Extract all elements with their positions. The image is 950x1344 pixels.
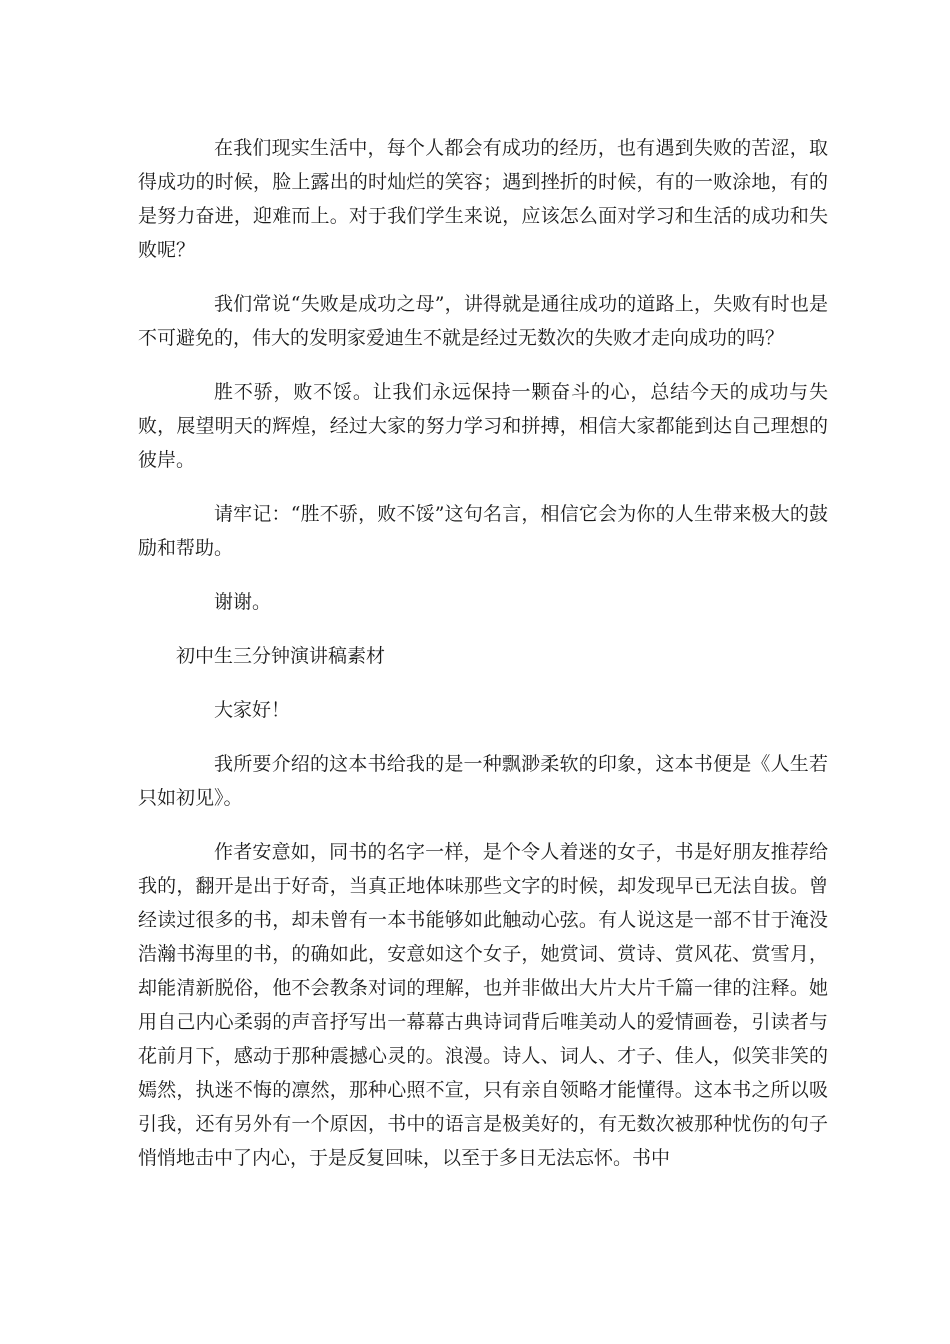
paragraph-thanks: 谢谢。 xyxy=(214,591,272,613)
paragraph-greeting: 大家好！ xyxy=(214,699,291,721)
paragraph-book-intro: 我所要介绍的这本书给我的是一种飘渺柔软的印象，这本书便是《人生若只如初见》。 xyxy=(138,753,828,809)
section-title: 初中生三分钟演讲稿素材 xyxy=(176,645,386,667)
paragraph-author-review: 作者安意如，同书的名字一样，是个令人着迷的女子，书是好朋友推荐给我的，翻开是出于好奇，当真正地体味那些文字的时候，却发现早已无法自拔。曾经读过很多的书，却未曾有一本书能够如此触动心弦。有人说这是一部不甘于淹没浩瀚书海里的书，的确如此，安意如这个女子，她赏词、赏诗、赏风花、赏雪月，却能清新脱俗，他不会教条对词的理解，也并非做出大片大片千篇一律的注释。她用自己内心柔弱的声音抒写出一幕幕古典诗词背后唯美动人的爱情画卷，引读者与花前月下，感动于那种震撼心灵的。浪漫。诗人、词人、才子、佳人，似笑非笑的嫣然，执迷不悔的凛然，那种心照不宣，只有亲自领略才能懂得。这本书之所以吸引我，还有另外有一个原因，书中的语言是极美好的，有无数次被那种忧伤的句子悄悄地击中了内心，于是反复回味，以至于多日无法忘怀。书中 xyxy=(138,841,828,1169)
paragraph-remember-quote: 请牢记：“胜不骄，败不馁”这句名言，相信它会为你的人生带来极大的鼓励和帮助。 xyxy=(138,503,828,559)
paragraph-not-arrogant: 胜不骄，败不馁。让我们永远保持一颗奋斗的心，总结今天的成功与失败，展望明天的辉煌，经过大家的努力学习和拼搏，相信大家都能到达自己理想的彼岸。 xyxy=(138,381,828,471)
paragraph-failure-mother: 我们常说“失败是成功之母”，讲得就是通往成功的道路上，失败有时也是不可避免的，伟大的发明家爱迪生不就是经过无数次的失败才走向成功的吗？ xyxy=(138,293,828,349)
paragraph-success-failure: 在我们现实生活中，每个人都会有成功的经历，也有遇到失败的苦涩，取得成功的时候，脸上露出的时灿烂的笑容；遇到挫折的时候，有的一败涂地，有的是努力奋进，迎难而上。对于我们学生来说，应该怎么面对学习和生活的成功和失败呢？ xyxy=(138,137,828,261)
document-body xyxy=(138,131,828,1195)
